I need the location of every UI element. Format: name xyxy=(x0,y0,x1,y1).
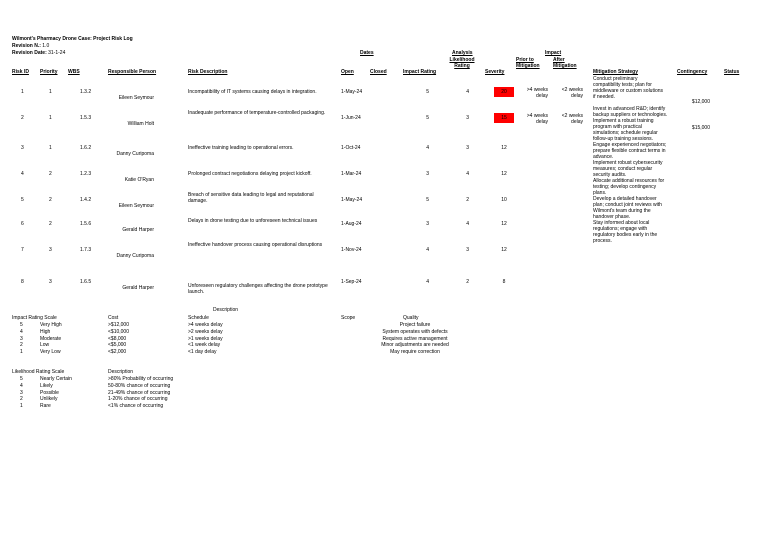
risk-description-cell: Ineffective training leading to operational errors. xyxy=(188,145,294,151)
col-priority: Priority xyxy=(40,69,58,75)
mitigation-strategy-line: regulations; engage with xyxy=(593,226,648,232)
risk-id-cell: 8 xyxy=(21,279,24,285)
mitigation-strategy-line: Engage experienced negotiators; xyxy=(593,142,667,148)
after-mitigation-cell: <2 weeks delay xyxy=(561,113,583,125)
impact-rating-cell: 3 xyxy=(426,171,429,177)
risk-id-cell: 6 xyxy=(21,221,24,227)
mitigation-strategy-line: Conduct preliminary xyxy=(593,76,638,82)
cost-title: Cost xyxy=(108,315,119,321)
revision-date-value: 31-1-24 xyxy=(48,50,66,56)
quality-value: Minor adjustments are needed xyxy=(381,342,449,349)
impact-rating-cell: 4 xyxy=(426,247,429,253)
likelihood-description-value: 21-49% chance of occurring xyxy=(108,389,171,396)
impact-scale-number: 1 xyxy=(20,349,23,356)
col-risk-id: Risk ID xyxy=(12,69,29,75)
responsible-person-cell: William Holt xyxy=(127,121,154,127)
quality-value: Requires active management xyxy=(382,335,448,342)
col-contingency: Contingency xyxy=(677,69,708,75)
impact-scale-number: 4 xyxy=(20,328,23,335)
impact-scale-label: Moderate xyxy=(40,335,62,342)
mitigation-strategy-line: backup suppliers or technologies. xyxy=(593,112,668,118)
mitigation-strategy-line: advance. xyxy=(593,154,614,160)
risk-id-cell: 1 xyxy=(21,89,24,95)
col-prior-to-mitigation: Prior to Mitigation xyxy=(516,57,540,69)
risk-description-cell: Unforeseen regulatory challenges affecting the drone prototype launch. xyxy=(188,283,328,295)
wbs-cell: 1.2.3 xyxy=(80,171,92,177)
risk-description-cell: Incompatibility of IT systems causing delays in integration. xyxy=(188,89,317,95)
col-severity: Severity xyxy=(485,69,505,75)
mitigation-strategy-line: follow-up training sessions. xyxy=(593,136,654,142)
revision-label: Revision N.: xyxy=(12,43,41,49)
risk-description-cell: Delays in drone testing due to unforeseen technical issues xyxy=(188,218,318,224)
impact-scale-number: 3 xyxy=(20,335,23,342)
impact-rating-cell: 4 xyxy=(426,279,429,285)
mitigation-strategy-line: Allocate additional resources for xyxy=(593,178,665,184)
severity-cell: 12 xyxy=(501,221,507,227)
open-date-cell: 1-May-24 xyxy=(341,89,363,95)
mitigation-strategy-line: Implement a robust training xyxy=(593,118,654,124)
dates-group-header: Dates xyxy=(360,50,374,56)
mitigation-strategy-line: Stay informed about local xyxy=(593,220,650,226)
cost-value: >$12,000 xyxy=(108,322,129,328)
priority-cell: 3 xyxy=(49,279,52,285)
open-date-cell: 1-Aug-24 xyxy=(341,221,362,227)
schedule-value: <1 week delay xyxy=(188,342,221,349)
impact-scale-label: Very Low xyxy=(40,349,61,356)
mitigation-strategy-line: regulatory bodies early in the xyxy=(593,232,658,238)
likelihood-scale-label: Rare xyxy=(40,403,51,410)
priority-cell: 2 xyxy=(49,197,52,203)
wbs-cell: 1.6.2 xyxy=(80,145,92,151)
wbs-cell: 1.7.3 xyxy=(80,247,92,253)
risk-id-cell: 3 xyxy=(21,145,24,151)
impact-scale-title: Impact Rating Scale xyxy=(12,315,57,321)
likelihood-scale-label: Nearly Certain xyxy=(40,376,72,382)
likelihood-rating-cell: 3 xyxy=(466,145,469,151)
quality-value: May require correction xyxy=(390,349,440,356)
contingency-cell: $15,000 xyxy=(691,125,710,131)
responsible-person-cell: Eileen Seymour xyxy=(118,95,154,101)
wbs-cell: 1.4.2 xyxy=(80,197,92,203)
likelihood-rating-cell: 4 xyxy=(466,221,469,227)
impact-rating-cell: 5 xyxy=(426,197,429,203)
likelihood-description-value: 50-80% chance of occurring xyxy=(108,382,171,389)
impact-rating-cell: 4 xyxy=(426,145,429,151)
mitigation-strategy-line: plan; conduct joint reviews with xyxy=(593,202,662,208)
responsible-person-cell: Danny Curipoma xyxy=(116,151,154,157)
quality-value: System operates with defects xyxy=(382,328,448,335)
likelihood-rating-cell: 2 xyxy=(466,197,469,203)
revision-date-label: Revision Date: xyxy=(12,50,47,56)
likelihood-scale-label: Unlikely xyxy=(40,396,58,403)
impact-rating-cell: 5 xyxy=(426,89,429,95)
col-status: Status xyxy=(724,69,740,75)
risk-description-cell: Inadequate performance of temperature-controlled packaging. xyxy=(188,110,326,116)
mitigation-strategy-column xyxy=(593,76,675,244)
col-likelihood-rating: Likelihood Rating xyxy=(449,57,475,69)
mitigation-strategy-line: if needed. xyxy=(593,94,615,100)
col-closed: Closed xyxy=(370,69,387,75)
responsible-person-cell: Gerald Harper xyxy=(122,285,154,291)
open-date-cell: 1-Nov-24 xyxy=(341,247,362,253)
likelihood-description-value: <1% chance of occurring xyxy=(108,403,164,410)
cost-value: <$8,000 xyxy=(108,335,127,342)
mitigation-strategy-line: handover phase. xyxy=(593,214,631,220)
risk-id-cell: 5 xyxy=(21,197,24,203)
quality-value: Project failure xyxy=(399,322,431,328)
responsible-person-cell: Katie O'Ryan xyxy=(124,177,154,183)
likelihood-rating-cell: 2 xyxy=(466,279,469,285)
mitigation-strategy-line: simulations; schedule regular xyxy=(593,130,658,136)
revision-value: 1.0 xyxy=(42,43,50,49)
quality-title: Quality xyxy=(403,315,419,321)
mitigation-strategy-line: compatibility tests; plan for xyxy=(593,82,652,88)
risk-description-cell: Breach of sensitive data leading to legal and reputational damage. xyxy=(188,192,314,204)
scope-title: Scope xyxy=(341,315,356,321)
col-risk-description: Risk Description xyxy=(188,69,228,75)
mitigation-strategy-line: middleware or custom solutions xyxy=(593,88,664,94)
impact-description-header: Description xyxy=(213,307,239,313)
mitigation-strategy-line: plans. xyxy=(593,190,607,196)
col-open: Open xyxy=(341,69,354,75)
likelihood-scale-title: Likelihood Rating Scale xyxy=(12,369,65,375)
contingency-cell: $12,000 xyxy=(691,99,710,105)
revision-date xyxy=(12,50,65,56)
severity-cell: 8 xyxy=(502,279,506,285)
severity-cell: 10 xyxy=(501,197,507,203)
wbs-cell: 1.3.2 xyxy=(80,89,92,95)
analysis-group-header: Analysis xyxy=(452,50,473,56)
open-date-cell: 1-Mar-24 xyxy=(341,171,362,177)
after-mitigation-cell: <2 weeks delay xyxy=(561,87,583,99)
impact-scale-number: 2 xyxy=(20,342,23,349)
mitigation-strategy-line: program with practical xyxy=(593,124,642,130)
revision-number xyxy=(12,43,49,49)
likelihood-description-value: 1-20% chance of occurring xyxy=(108,396,168,403)
document-title: Wilmont's Pharmacy Drone Case: Project Risk Log xyxy=(12,36,133,42)
prior-to-mitigation-cell: >4 weeks delay xyxy=(526,113,548,125)
priority-cell: 1 xyxy=(49,115,52,121)
impact-group-header: Impact xyxy=(545,50,562,56)
impact-scale-label: Low xyxy=(40,342,50,349)
priority-cell: 3 xyxy=(49,247,52,253)
risk-description-cell: Prolonged contract negotiations delaying project kickoff. xyxy=(188,171,312,177)
schedule-value: >2 weeks delay xyxy=(188,328,223,335)
wbs-cell: 1.6.5 xyxy=(80,279,92,285)
mitigation-strategy-line: prepare flexible contract terms in xyxy=(593,148,666,154)
mitigation-strategy-line: Invest in advanced R&D; identify xyxy=(593,106,666,112)
mitigation-strategy-line: measures; conduct regular xyxy=(593,166,653,172)
schedule-title: Schedule xyxy=(188,315,209,321)
open-date-cell: 1-Jun-24 xyxy=(341,115,361,121)
col-mitigation-strategy: Mitigation Strategy xyxy=(593,69,639,75)
col-wbs: WBS xyxy=(68,69,80,75)
likelihood-rating-cell: 3 xyxy=(466,115,469,121)
priority-cell: 2 xyxy=(49,221,52,227)
schedule-value: >1 weeks delay xyxy=(188,335,223,342)
cost-value: <$10,000 xyxy=(108,328,129,335)
risk-id-cell: 4 xyxy=(21,171,24,177)
open-date-cell: 1-Oct-24 xyxy=(341,145,361,151)
likelihood-rating-cell: 4 xyxy=(466,171,469,177)
schedule-value: >4 weeks delay xyxy=(188,322,223,328)
prior-to-mitigation-cell: >4 weeks delay xyxy=(526,87,548,99)
mitigation-strategy-line: security audits. xyxy=(593,172,627,178)
responsible-person-cell: Danny Curipoma xyxy=(116,253,154,259)
impact-scale-number: 5 xyxy=(20,322,23,328)
likelihood-description-value: >80% Probability of occurring xyxy=(108,376,174,382)
risk-description-cell: Ineffective handover process causing operational disruptions xyxy=(188,242,323,248)
priority-cell: 2 xyxy=(49,171,52,177)
likelihood-scale-label: Likely xyxy=(40,382,53,389)
wbs-cell: 1.5.6 xyxy=(80,221,92,227)
likelihood-scale-number: 3 xyxy=(20,389,23,396)
mitigation-strategy-line: process. xyxy=(593,238,612,244)
mitigation-strategy-line: Implement robust cybersecurity xyxy=(593,160,663,166)
likelihood-scale-number: 2 xyxy=(20,396,23,403)
likelihood-scale-number: 5 xyxy=(20,376,23,382)
open-date-cell: 1-May-24 xyxy=(341,197,363,203)
wbs-cell: 1.5.3 xyxy=(80,115,92,121)
risk-id-cell: 2 xyxy=(21,115,24,121)
col-responsible-person: Responsible Person xyxy=(108,69,157,75)
severity-cell: 12 xyxy=(501,145,507,151)
likelihood-scale-number: 4 xyxy=(20,382,23,389)
cost-value: <$5,000 xyxy=(108,342,127,349)
mitigation-strategy-line: Wilmont's team during the xyxy=(593,208,651,214)
likelihood-scale-label: Possible xyxy=(40,389,59,396)
likelihood-rating-cell: 3 xyxy=(466,247,469,253)
priority-cell: 1 xyxy=(49,145,52,151)
severity-cell: 20 xyxy=(494,87,514,97)
severity-cell: 12 xyxy=(501,171,507,177)
responsible-person-cell: Gerald Harper xyxy=(122,227,154,233)
risk-id-cell: 7 xyxy=(21,247,24,253)
severity-cell: 15 xyxy=(494,113,514,123)
open-date-cell: 1-Sep-24 xyxy=(341,279,362,285)
mitigation-strategy-line: testing; develop contingency xyxy=(593,184,657,190)
col-after-mitigation: After Mitigation xyxy=(553,57,577,69)
impact-scale-label: High xyxy=(40,328,51,335)
likelihood-scale-number: 1 xyxy=(20,403,23,410)
impact-scale-label: Very High xyxy=(40,322,62,328)
priority-cell: 1 xyxy=(49,89,52,95)
impact-rating-cell: 5 xyxy=(426,115,429,121)
responsible-person-cell: Eileen Seymour xyxy=(118,203,154,209)
severity-cell: 12 xyxy=(501,247,507,253)
col-impact-rating: Impact Rating xyxy=(403,69,437,75)
likelihood-rating-cell: 4 xyxy=(466,89,469,95)
likelihood-description-title: Description xyxy=(108,369,134,375)
impact-rating-cell: 3 xyxy=(426,221,429,227)
schedule-value: <1 day delay xyxy=(188,349,217,356)
mitigation-strategy-line: Develop a detailed handover xyxy=(593,196,657,202)
cost-value: <$2,000 xyxy=(108,349,127,356)
